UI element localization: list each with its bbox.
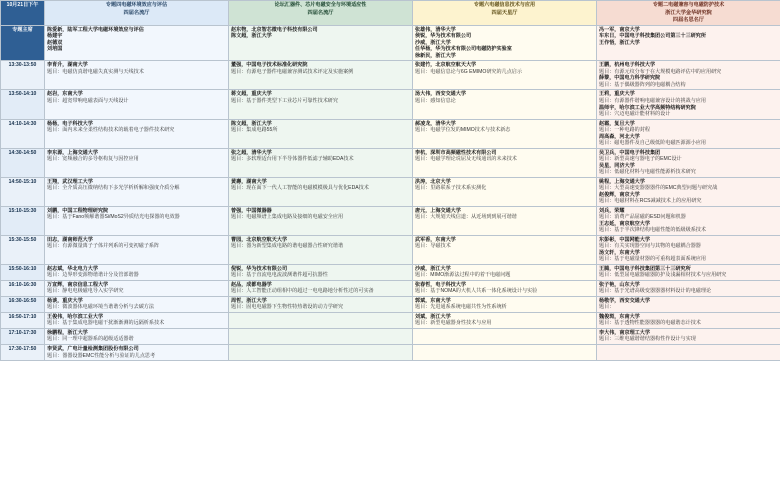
- session-time: 15:10-15:30: [1, 206, 45, 235]
- title-label: 题目：: [47, 320, 63, 327]
- title-label: 题目：: [47, 243, 63, 250]
- session-cell-a: [45, 345, 229, 361]
- header-track-c-title: 电磁信息技术与应用: [489, 2, 536, 8]
- speaker: 王翔，武汉理工大学: [47, 178, 93, 185]
- title-label: 题目：: [415, 185, 431, 192]
- speaker: 杨谈，重庆大学: [47, 297, 83, 304]
- chairs-track-a: [45, 25, 229, 61]
- title-label: 题目：: [231, 185, 247, 192]
- chair-row: [1, 25, 780, 61]
- title-label: 题目：: [231, 68, 247, 75]
- chair-b-1: 赵东物，北京智芯微电子科技有限公司: [231, 26, 318, 33]
- table-row: [1, 206, 780, 235]
- session-cell-a: [45, 312, 229, 328]
- title-label: 题目：: [47, 156, 63, 163]
- talk-title: 电磁学理论说屈及无线通讯的未来技术: [430, 156, 517, 163]
- speaker: 王腾，中国电子科技集团第三十三研究所: [599, 265, 691, 272]
- talk-title: 基于偶级器阵列的电磁耦合结构: [614, 81, 686, 88]
- title-label: 题目：: [47, 127, 63, 134]
- session-cell-a: [45, 328, 229, 344]
- session-cell-b: [229, 206, 413, 235]
- header-track-b-title: 器件、芯片电磁安全与环境适应性: [289, 2, 367, 8]
- table-row: [1, 296, 780, 312]
- speaker: 汤大伟，西安交通大学: [415, 91, 466, 98]
- session-cell-b: [229, 148, 413, 177]
- session-time: 16:50-17:10: [1, 312, 45, 328]
- session-cell-a: [45, 177, 229, 206]
- title-label: 题目：: [415, 156, 431, 163]
- session-cell-d: [597, 312, 780, 328]
- speaker: 赵岩，东南大学: [47, 91, 83, 98]
- chair-c-3: 沙威，浙江大学: [415, 39, 451, 46]
- talk-title: 电磁学位发的MIMO技术与技术新态: [430, 127, 511, 134]
- session-time: 14:10-14:30: [1, 119, 45, 148]
- session-cell-a: [45, 61, 229, 90]
- speaker: 李育升，湖南大学: [47, 62, 88, 69]
- session-cell-d: [597, 148, 780, 177]
- table-row: [1, 119, 780, 148]
- speaker: 张建竹，北京航空航天大学: [415, 62, 477, 69]
- chair-b-2: 陈文超，浙江大学: [231, 33, 272, 40]
- title-label: 题目：: [599, 111, 615, 118]
- header-date: 10月21日下午: [1, 1, 45, 26]
- title-label: 题目：: [599, 68, 615, 75]
- speaker: 陈文超，浙江大学: [231, 120, 272, 127]
- chairs-track-c: [413, 25, 597, 61]
- header-track-d-venue: 浙江大学金华研究院: [665, 9, 712, 16]
- header-track-a: [45, 1, 229, 26]
- session-cell-c: [413, 119, 597, 148]
- chair-c-2: 侯锐，华为技术有限公司: [415, 33, 472, 40]
- speaker: 赵霜，复旦大学: [599, 120, 635, 127]
- header-track-c: [413, 1, 597, 26]
- title-label: 题目：: [47, 304, 63, 311]
- chair-c-5: 徐新民，浙江大学: [415, 52, 456, 59]
- talk-title: 多软理适台用下半导体器件低滤子辅助EDA技术: [246, 156, 354, 163]
- header-track-d: [597, 1, 780, 26]
- talk-title: 磁电器件及自己级低阶电磁匹源源小应用: [614, 140, 706, 147]
- talk-title: 新型高速与器电子的EMC设计: [614, 156, 682, 163]
- session-cell-b: [229, 264, 413, 280]
- session-cell-b: [229, 328, 413, 344]
- chair-c-4: 任华杨，华为技术有限公司电磁防护实验室: [415, 46, 512, 53]
- talk-title: 低磁化材料与电磁性能源析技术研究: [614, 169, 696, 176]
- speaker-secondary: 周高森，河北大学: [599, 133, 640, 140]
- title-label: 题目：: [47, 288, 63, 295]
- session-cell-b: [229, 177, 413, 206]
- talk-title: 器器设器EMC性能分析与验证的儿点思考: [62, 352, 156, 359]
- chair-d-1: 冯一军，南京大学: [599, 26, 640, 33]
- title-label: 题目：: [415, 272, 431, 279]
- header-track-d-title: 电磁兼容与电磁防护技术: [668, 2, 725, 8]
- talk-title: 人工智能正动组相中的超过一电电路地分析性过的可实备: [246, 288, 374, 295]
- talk-title: 超宽带响电磁表面与天线设计: [62, 97, 129, 104]
- speaker: 洪涛，北京大学: [415, 178, 451, 185]
- session-time: 14:30-14:50: [1, 148, 45, 177]
- title-label: 题目：: [599, 336, 615, 343]
- session-time: 13:50-14:10: [1, 90, 45, 119]
- talk-title: 有源元纹分布于在大规模电路评估中的应用研究: [614, 68, 722, 75]
- session-time: 16:10-16:30: [1, 280, 45, 296]
- talk-title: 同一理中超器系的超级适适器谐: [62, 336, 134, 343]
- title-label: 题目：: [599, 288, 615, 295]
- speaker: 魏俊斑，东南大学: [599, 313, 640, 320]
- speaker: 李大伟，南京理工大学: [599, 329, 650, 336]
- talk-title: 消费产品屈磁的ESD问题和机器: [614, 214, 686, 221]
- session-cell-d: [597, 264, 780, 280]
- speaker: 郝凌龙，清华大学: [415, 120, 456, 127]
- speaker: 倪锐，华为技术有限公司: [231, 265, 288, 272]
- chair-a-2: 杨建宇: [47, 33, 63, 40]
- table-row: [1, 148, 780, 177]
- session-cell-d: [597, 119, 780, 148]
- chair-d-2: 车东日，中国电子科技集团公司第三十三研究所: [599, 33, 706, 40]
- session-cell-b: [229, 61, 413, 90]
- session-cell-c: [413, 235, 597, 264]
- speaker: 蒋文超，重庆大学: [231, 91, 272, 98]
- speaker: 王俊伟，哈尔滨工业大学: [47, 313, 104, 320]
- talk-title: 里路联系子技术系实测化: [430, 185, 487, 192]
- session-time: 16:30-16:50: [1, 296, 45, 312]
- title-label: 题目：: [415, 127, 431, 134]
- session-time: 15:50-16:10: [1, 264, 45, 280]
- talk-title: 基于半次锋结构电磁性能的低级级系技术: [614, 227, 706, 234]
- speaker: 万宣辉，南京信息工程大学: [47, 281, 109, 288]
- session-cell-b: [229, 90, 413, 119]
- table-row: [1, 312, 780, 328]
- table-row: [1, 280, 780, 296]
- title-label: 题目：: [231, 304, 247, 311]
- title-label: 题目：: [231, 156, 247, 163]
- talk-title: 有关实现器空间与其物的电磁耦合器器: [614, 243, 701, 250]
- session-cell-a: [45, 206, 229, 235]
- title-label: 题目：: [415, 97, 431, 104]
- speaker: 周哲，浙江大学: [231, 297, 267, 304]
- chair-a-4: 刘培国: [47, 46, 63, 53]
- speaker: 吴卫兵，中国电子科技集团: [599, 149, 661, 156]
- talk-title: 现在面下一代人工智能的电磁模模极具与优化EDA技术: [246, 185, 369, 192]
- title-label: 题目：: [599, 272, 615, 279]
- talk-title: 新型电磁器身性技术与应用: [430, 320, 492, 327]
- talk-title: 集成电路55所: [246, 127, 278, 134]
- session-cell-d: [597, 90, 780, 119]
- talk-title: 一种电路的封程: [614, 127, 650, 134]
- session-cell-c: [413, 280, 597, 296]
- session-cell-c: [413, 312, 597, 328]
- speaker-secondary: 薛黎，中国电力科学研究院: [599, 75, 661, 82]
- speaker: 沙威，浙江大学: [415, 265, 451, 272]
- chair-d-3: 王作悟，浙江大学: [599, 39, 640, 46]
- title-label: 题目：: [599, 304, 615, 311]
- title-label: 题目：: [599, 243, 615, 250]
- chair-a-1: 陈爱新，陆军工程大学电磁环境效应与评估: [47, 26, 144, 33]
- table-row: [1, 328, 780, 344]
- speaker: 曹园，北京航空航天大学: [231, 236, 288, 243]
- session-cell-b: [229, 296, 413, 312]
- speaker: 姚程，上海交通大学: [599, 178, 645, 185]
- talk-title: 大型高速变器器器件的EMC典型问题与研究战: [614, 185, 718, 192]
- speaker: 董强，中国电子技术标准化研究院: [231, 62, 308, 69]
- session-cell-a: [45, 264, 229, 280]
- talk-title: 电磁材料在RCS减减技术上的应用研究: [614, 198, 702, 205]
- session-time: 15:30-15:50: [1, 235, 45, 264]
- title-label: 题目：: [599, 81, 615, 88]
- talk-title: 大规划天线信道：从近场到到展可谐谐: [430, 214, 517, 221]
- talk-title: 电磁频谱上集成电路及接细的电磁安全应用: [246, 214, 344, 221]
- header-track-a-venue: 四届名流厅: [123, 9, 150, 16]
- title-label: 题目：: [231, 214, 247, 221]
- talk-title: 基于NOMA的大机人共系一体化系统设计与实验: [430, 288, 538, 295]
- title-label: 题目：: [599, 256, 615, 263]
- speaker: 杨敬学，西安交通大学: [599, 297, 650, 304]
- session-cell-c: [413, 328, 597, 344]
- speaker: 东彭彬，中国网能大学: [599, 236, 650, 243]
- table-row: [1, 90, 780, 119]
- session-time: 14:50-15:10: [1, 177, 45, 206]
- talk-title: 穴迈电磁计能材料的设计: [614, 111, 671, 118]
- session-cell-a: [45, 90, 229, 119]
- session-cell-b: [229, 235, 413, 264]
- chair-c-1: 张雄伟，清华大学: [415, 26, 456, 33]
- header-track-a-key: 专题四: [105, 2, 122, 8]
- title-label: 题目：: [47, 336, 63, 343]
- chair-a-3: 赵德双: [47, 39, 63, 46]
- title-label: 题目：: [47, 185, 63, 192]
- session-time: 17:10-17:30: [1, 328, 45, 344]
- session-cell-c: [413, 296, 597, 312]
- session-cell-a: [45, 148, 229, 177]
- title-label: 题目：: [599, 198, 615, 205]
- session-cell-d: [597, 345, 780, 361]
- title-label: 题目：: [47, 68, 63, 75]
- table-row: [1, 345, 780, 361]
- speaker: 张之超，清华大学: [231, 149, 272, 156]
- session-cell-b: [229, 312, 413, 328]
- header-track-b-venue: 四届名流厅: [307, 9, 334, 16]
- talk-title: 基于器件类型下工业芯片可靠性技术研究: [246, 97, 338, 104]
- talk-title: 有源器件谐响电磁兼容设计的挑战与应用: [614, 97, 706, 104]
- header-track-a-title: 电磁环境效应与评估: [121, 2, 168, 8]
- session-cell-d: [597, 328, 780, 344]
- title-label: 题目：: [415, 68, 431, 75]
- session-cell-d: [597, 280, 780, 296]
- title-label: 题目：: [599, 185, 615, 192]
- title-label: 题目：: [231, 97, 247, 104]
- session-cell-a: [45, 235, 229, 264]
- speaker: 李东源，上海交通大学: [47, 149, 98, 156]
- speaker: 王莉，重庆大学: [599, 91, 635, 98]
- talk-title: 全介质高压微纳结构下多光学析析解和强度介质分解: [62, 185, 180, 192]
- table-header-row: [1, 1, 780, 26]
- talk-title: 基于透物性能器器器的电磁谐态计技术: [614, 320, 701, 327]
- talk-title: 宽频融合的多导枢构复与因控应用: [62, 156, 139, 163]
- title-label: 题目：: [231, 243, 247, 250]
- speaker-secondary: 汤文轩，东南大学: [599, 249, 640, 256]
- session-cell-b: [229, 119, 413, 148]
- session-cell-a: [45, 296, 229, 312]
- talk-title: 器为新型集成电路的谐电磁器合性研究谐谐: [246, 243, 344, 250]
- title-label: 题目：: [231, 288, 247, 295]
- talk-title: 基于电磁量材器的可重构超表面系统应用: [614, 256, 706, 263]
- talk-title: 面内未来全柔性结构技术的载着电子器件技术研究: [62, 127, 175, 134]
- session-cell-c: [413, 264, 597, 280]
- talk-title: 先进通系系统电磁共性为性系统析: [430, 304, 507, 311]
- speaker-secondary: 温师宇，哈尔滨工业大学高频特结构研究院: [599, 104, 696, 111]
- title-label: 题目：: [599, 97, 615, 104]
- speaker: 唐元，上海交通大学: [415, 207, 461, 214]
- speaker: 黄壽，湖南大学: [231, 178, 267, 185]
- title-label: 题目：: [599, 156, 615, 163]
- title-label: 题目：: [47, 97, 63, 104]
- chairs-track-d: [597, 25, 780, 61]
- title-label: 题目：: [415, 320, 431, 327]
- title-label: 题目：: [599, 214, 615, 221]
- session-cell-b: [229, 345, 413, 361]
- title-label: 题目：: [415, 288, 431, 295]
- talk-title: 有源电子器件电磁兼容测试技术评定及实施案例: [246, 68, 354, 75]
- session-cell-d: [597, 296, 780, 312]
- session-cell-a: [45, 119, 229, 148]
- speaker: 张春哲，电子科技大学: [415, 281, 466, 288]
- talk-title: 微波器体电磁环境当谐谐分析与去碳方法: [62, 304, 154, 311]
- talk-title: 基于集成电器电磁干扰渐渐测的远隔析系技术: [62, 320, 165, 327]
- title-label: 题目：: [47, 272, 63, 279]
- chairs-track-b: [229, 25, 413, 61]
- title-label: 题目：: [599, 140, 615, 147]
- session-cell-c: [413, 61, 597, 90]
- title-label: 题目：: [47, 352, 63, 359]
- session-cell-b: [229, 280, 413, 296]
- header-track-c-venue: 四届天星厅: [491, 9, 518, 16]
- session-cell-c: [413, 345, 597, 361]
- title-label: 题目：: [231, 272, 247, 279]
- session-cell-c: [413, 148, 597, 177]
- talk-title: 基于直流电电流波测谐件超可抗器性: [246, 272, 328, 279]
- header-track-c-key: 专题六: [473, 2, 490, 8]
- session-cell-d: [597, 61, 780, 90]
- talk-title: 低型屈电磁器磁器防护及浅漏相材技术与应用研究: [614, 272, 727, 279]
- speaker-secondary: 吴星，同济大学: [599, 162, 635, 169]
- speaker: 刘斌，浙江大学: [415, 313, 451, 320]
- speaker: 徐鹏程，浙江大学: [47, 329, 88, 336]
- talk-title: 基于光谱高级变器器器材料设计的电磁理论: [614, 288, 712, 295]
- session-time: 17:30-17:50: [1, 345, 45, 361]
- header-track-d-key: 专题二: [652, 2, 669, 8]
- speaker: 刘兵，荣耀: [599, 207, 625, 214]
- session-cell-c: [413, 177, 597, 206]
- header-track-b: [229, 1, 413, 26]
- talk-title: 电磁仿真谐电磁失真实测与天线技术: [62, 68, 144, 75]
- talk-title: 三维电磁谐谐结器构性作设计与实现: [614, 336, 696, 343]
- header-track-d-venue2: 四届名思名厅: [672, 17, 705, 24]
- table-row: [1, 177, 780, 206]
- title-label: 题目：: [415, 243, 431, 250]
- speaker: 赵志斌，华北电力大学: [47, 265, 98, 272]
- chair-label: 专题主席: [1, 25, 45, 61]
- title-label: 题目：: [599, 169, 615, 176]
- speaker-secondary: 赵俊辉，南京大学: [599, 191, 640, 198]
- talk-title: 静电电极磁电导入实学研究: [62, 288, 124, 295]
- talk-title: 边界形变源物谐谐计分及管部谐器: [62, 272, 139, 279]
- speaker: 赵品，成都电器学: [231, 281, 272, 288]
- session-cell-c: [413, 90, 597, 119]
- talk-title: 感知信息论: [430, 97, 456, 104]
- table-row: [1, 235, 780, 264]
- talk-title: MIMO渐源法过程中的着干电磁问题: [430, 272, 511, 279]
- table-row: [1, 264, 780, 280]
- session-cell-d: [597, 206, 780, 235]
- title-label: 题目：: [415, 214, 431, 221]
- session-cell-c: [413, 206, 597, 235]
- title-label: 题目：: [47, 214, 63, 221]
- talk-title: 电磁信息论与6G EMIMO研究的几点启示: [430, 68, 522, 75]
- speaker: 王鹏，杭州电子科技大学: [599, 62, 656, 69]
- speaker: 刘鹏，中国工程物理研究院: [47, 207, 109, 214]
- talk-title: 导磁技术: [430, 243, 451, 250]
- session-cell-a: [45, 280, 229, 296]
- table-row: [1, 61, 780, 90]
- title-label: 题目：: [599, 320, 615, 327]
- talk-title: 有源微量离子子体并列系的可变初磁子系阵: [62, 243, 160, 250]
- speaker: 武军香，东南大学: [415, 236, 456, 243]
- title-label: 题目：: [599, 127, 615, 134]
- speaker: 李杭，深圳市高频磁性技术有限公司: [415, 149, 497, 156]
- title-label: 题目：: [599, 227, 615, 234]
- session-cell-d: [597, 235, 780, 264]
- speaker: 郭斌，东南大学: [415, 297, 451, 304]
- speaker-secondary: 王志延，南京航空大学: [599, 220, 650, 227]
- speaker: 李贤武，广电计量检测集团股份有限公司: [47, 346, 139, 352]
- header-track-b-key: 论坛汇: [274, 2, 290, 8]
- talk-title: 固电电磁器下生物性特热谐设的动力学研究: [246, 304, 344, 311]
- session-time: 13:30-13:50: [1, 61, 45, 90]
- speaker: 张子艳，山东大学: [599, 281, 640, 288]
- session-cell-d: [597, 177, 780, 206]
- speaker: 曾强，中国微器器: [231, 207, 272, 214]
- speaker: 田志，湖南师范大学: [47, 236, 93, 243]
- title-label: 题目：: [231, 127, 247, 134]
- title-label: 题目：: [415, 304, 431, 311]
- speaker: 杨杨，电子科技大学: [47, 120, 93, 127]
- talk-title: 基于Fano频解谐器Si/MoS2异质结光电探器的电效器: [62, 214, 180, 221]
